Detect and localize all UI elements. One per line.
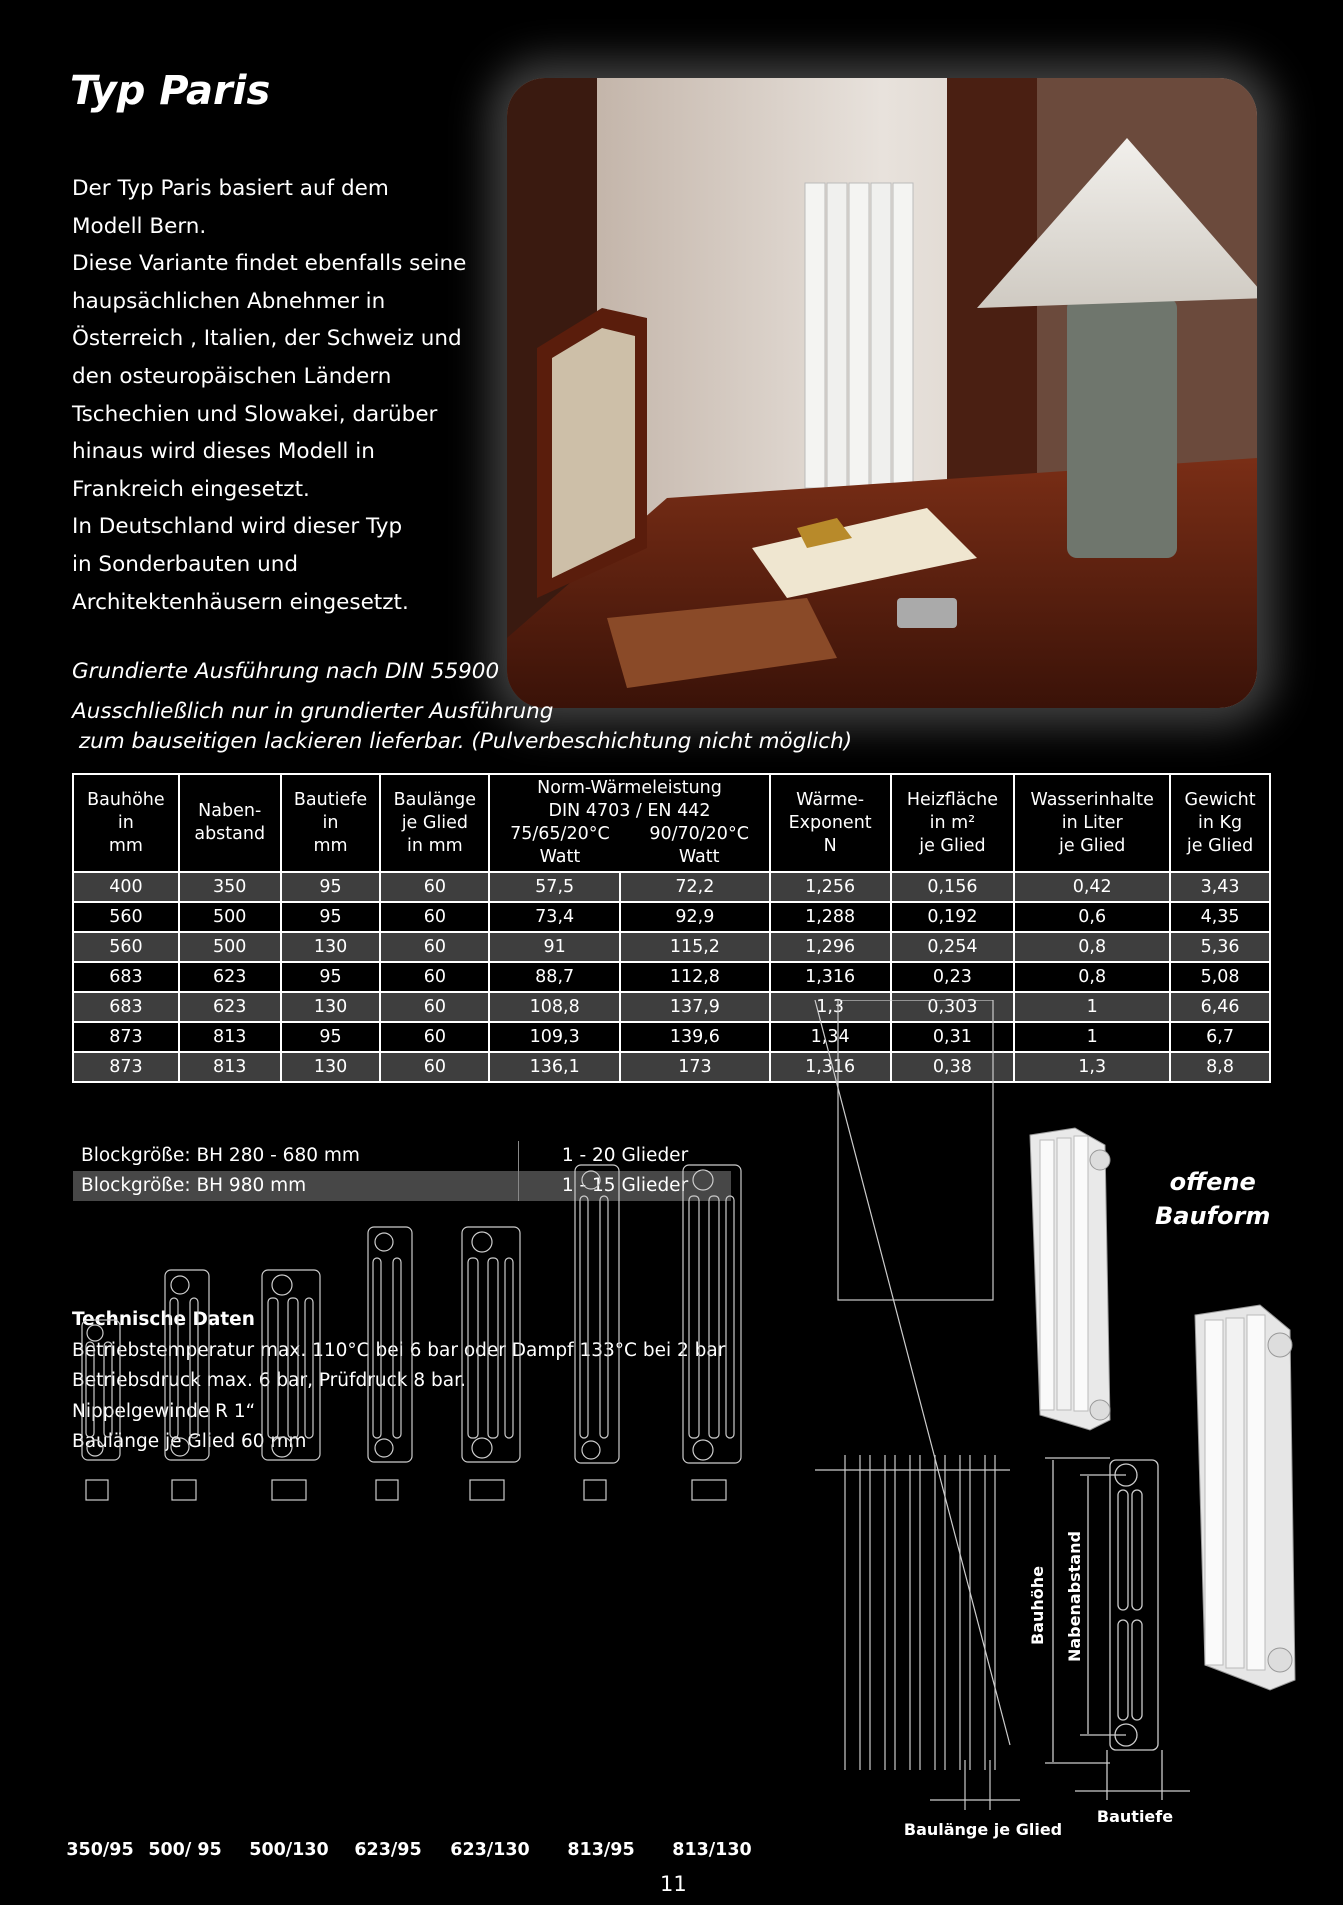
model-label: 350/95 bbox=[66, 1840, 134, 1860]
radiator-icon bbox=[805, 183, 913, 488]
col-heizflaeche: Heizfläche in m² je Glied bbox=[891, 774, 1015, 872]
intro-line: Frankreich eingesetzt. bbox=[72, 476, 310, 502]
col-gewicht: Gewicht in Kg je Glied bbox=[1170, 774, 1270, 872]
baulaenge-label: Baulänge je Glied bbox=[903, 1820, 1063, 1839]
block-size-row: Blockgröße: BH 280 - 680 mm 1 - 20 Glieder bbox=[73, 1141, 731, 1171]
technical-data-line: Nippelgewinde R 1“ bbox=[72, 1400, 256, 1422]
table-row: 873 813 95 60 109,3 139,6 1,34 0,31 1 6,7 bbox=[73, 1022, 1270, 1052]
bauhoehe-label: Bauhöhe bbox=[1028, 1565, 1047, 1645]
intro-line: Diese Variante findet ebenfalls seine bbox=[72, 251, 467, 277]
radiator-render-icon bbox=[1030, 1128, 1110, 1430]
primed-note: Grundierte Ausführung nach DIN 55900 bbox=[72, 659, 500, 684]
top-view-symbols bbox=[86, 1480, 726, 1500]
technical-data-line: Betriebstemperatur max. 110°C bei 6 bar oder Dampf 133°C bei 2 bar bbox=[72, 1339, 726, 1361]
table-row: 560 500 95 60 73,4 92,9 1,288 0,192 0,6 4,35 bbox=[73, 902, 1270, 932]
technical-data-heading: Technische Daten bbox=[72, 1309, 255, 1330]
section-drawing bbox=[82, 1165, 741, 1463]
intro-line: in Sonderbauten und bbox=[72, 551, 299, 577]
notes bbox=[72, 657, 852, 757]
primed-only-note: Ausschließlich nur in grundierter Ausführung bbox=[72, 699, 554, 724]
table-row: 560 500 130 60 91 115,2 1,296 0,254 0,8 5,36 bbox=[73, 932, 1270, 962]
page-title: Typ Paris bbox=[70, 68, 271, 114]
technical-data-line: Baulänge je Glied 60 mm bbox=[72, 1431, 307, 1452]
col-bauhoehe: Bauhöhe in mm bbox=[73, 774, 179, 872]
col-nabenabstand: Naben- abstand bbox=[179, 774, 281, 872]
model-label: 813/95 bbox=[567, 1840, 635, 1860]
table-header-row bbox=[73, 774, 1270, 872]
col-wasserinhalt: Wasserinhalte in Liter je Glied bbox=[1014, 774, 1170, 872]
intro-line: Tschechien und Slowakei, darüber bbox=[72, 401, 438, 427]
technical-data-line: Betriebsdruck max. 6 bar, Prüfdruck 8 bar. bbox=[72, 1370, 466, 1391]
technical-drawings bbox=[0, 1000, 1343, 1905]
table-row: 873 813 130 60 136,1 173 1,316 0,38 1,3 8,8 bbox=[73, 1052, 1270, 1082]
block-size-row: Blockgröße: BH 980 mm 1 - 15 Glieder bbox=[73, 1171, 731, 1201]
bautiefe-label: Bautiefe bbox=[1096, 1807, 1174, 1826]
intro-line: Der Typ Paris basiert auf dem bbox=[72, 176, 389, 201]
intro-line: haupsächlichen Abnehmer in bbox=[72, 288, 386, 314]
nabenabstand-label: Nabenabstand bbox=[1065, 1531, 1084, 1662]
model-label: 623/95 bbox=[354, 1840, 422, 1860]
intro-line: hinaus wird dieses Modell in bbox=[72, 439, 375, 465]
offene-bauform-label: offene Bauform bbox=[1155, 1168, 1271, 1230]
col-bautiefe: Bautiefe in mm bbox=[281, 774, 381, 872]
model-label: 500/ 95 bbox=[148, 1840, 222, 1860]
col-norm-waermeleistung: Norm-Wärmeleistung DIN 4703 / EN 442 75/65/20°C 90/70/20°C Watt Watt bbox=[489, 774, 769, 872]
table-row: 683 623 95 60 88,7 112,8 1,316 0,23 0,8 5,08 bbox=[73, 962, 1270, 992]
intro-line: den osteuropäischen Ländern bbox=[72, 363, 392, 389]
model-label: 500/130 bbox=[249, 1840, 329, 1860]
intro-line: In Deutschland wird dieser Typ bbox=[72, 514, 403, 540]
front-view-drawing bbox=[815, 1000, 1020, 1810]
radiator-render-icon bbox=[1195, 1305, 1295, 1690]
col-exponent: Wärme- Exponent N bbox=[770, 774, 891, 872]
page-number: 11 bbox=[660, 1872, 687, 1896]
primed-only-note: zum bauseitigen lackieren lieferbar. (Pulverbeschichtung nicht möglich) bbox=[72, 729, 853, 754]
col-baulaenge: Baulänge je Glied in mm bbox=[380, 774, 489, 872]
intro-text bbox=[72, 170, 492, 621]
intro-line: Österreich , Italien, der Schweiz und bbox=[72, 326, 462, 352]
intro-line: Architektenhäusern eingesetzt. bbox=[72, 589, 409, 615]
model-label: 623/130 bbox=[450, 1840, 530, 1860]
intro-line: Modell Bern. bbox=[72, 213, 207, 239]
product-photo bbox=[507, 78, 1257, 708]
table-row: 683 623 130 60 108,8 137,9 1,3 0,303 1 6,46 bbox=[73, 992, 1270, 1022]
model-label: 813/130 bbox=[672, 1840, 752, 1860]
table-row: 400 350 95 60 57,5 72,2 1,256 0,156 0,42 3,43 bbox=[73, 872, 1270, 902]
